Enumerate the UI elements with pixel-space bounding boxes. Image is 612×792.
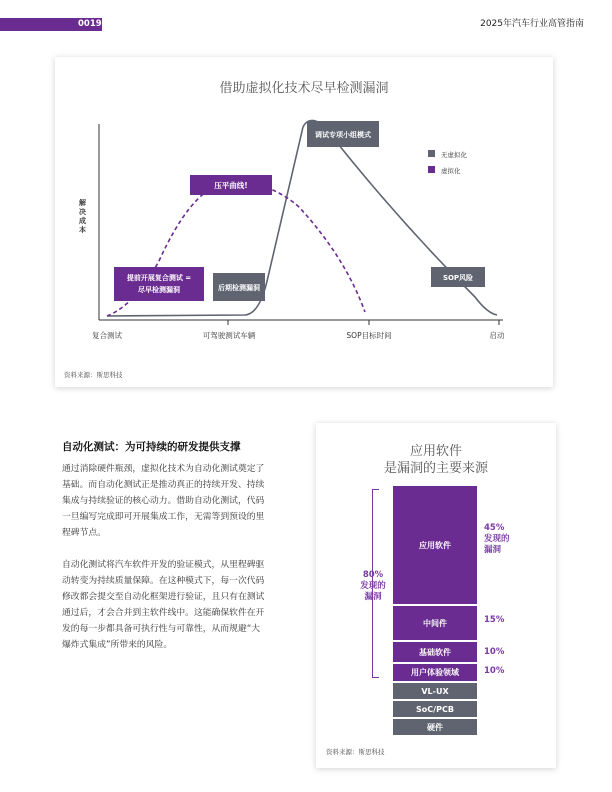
line-chart-card (55, 57, 553, 387)
page-number: 0019 (78, 19, 102, 29)
bar-value-label: 45% 发现的 漏洞 (484, 523, 510, 555)
x-tick-label: 启动 (489, 331, 505, 340)
body-paragraph-2: 自动化测试将汽车软件开发的验证模式，从里程碑驱动转变为持续质量保障。在这种模式下，每一次代码修改都会提交至自动化框架进行验证，且只有在测试通过后，才会合并到主软件线中。这能确保软件在开发的每一步都具备可执行性与可靠性，从而规避“大爆炸式集成”所带来的风险。 (62, 560, 265, 650)
bar-segment: VL-UX (393, 683, 477, 699)
box-flatten-label: 压平曲线! (214, 181, 248, 190)
bar-segment: 硬件 (393, 719, 477, 735)
section-heading: 自动化测试：为可持续的研发提供支撑 (62, 441, 241, 453)
line-chart-ylabel: 解决成本 (79, 199, 86, 234)
bracket-label (356, 570, 390, 603)
box-sop-label: SOP风险 (442, 274, 474, 282)
bracket-label-text: 80% 发现的 漏洞 (360, 570, 386, 602)
bar-value-label: 10% (484, 647, 505, 657)
line-chart-title: 借助虚拟化技术尽早检测漏洞 (219, 81, 389, 96)
document-title: 2025年汽车行业高管指南 (480, 19, 584, 29)
box-early-line2: 尽早检测漏洞 (138, 286, 180, 294)
bar-chart-title-line2: 是漏洞的主要来源 (383, 461, 488, 476)
legend-label-virtualization: 虚拟化 (441, 167, 461, 175)
legend-swatch-no-virtualization (428, 150, 435, 157)
bar-segment: 中间件 (393, 606, 477, 640)
x-tick-label: 可驾驶测试车辆 (202, 331, 256, 340)
bar-value-label: 15% (484, 615, 505, 625)
bar-chart-source: 资料来源：斯思科技 (326, 748, 385, 756)
bar-segment: SoC/PCB (393, 701, 477, 717)
x-tick-label: SOP目标时间 (346, 331, 392, 340)
bar-value-label: 10% (484, 666, 505, 676)
bar-segment: 基础软件 (393, 642, 477, 662)
box-team-label: 调试专项小组模式 (315, 131, 371, 139)
bar-segment: 应用软件 (393, 486, 477, 604)
bar-segment: 用户体验领域 (393, 664, 477, 681)
line-chart-source: 资料来源：斯思科技 (64, 371, 123, 379)
box-early-detection (114, 267, 204, 301)
x-tick-label: 复合测试 (92, 331, 122, 340)
bar-chart-title-line1: 应用软件 (409, 444, 462, 459)
line-chart-svg (55, 57, 553, 387)
legend-swatch-virtualization (428, 166, 435, 173)
box-early-line1: 提前开展复合测试 = (126, 274, 192, 282)
box-late-label: 后期检测漏洞 (218, 284, 260, 292)
bar-chart-card (316, 423, 556, 768)
legend-label-no-virtualization: 无虚拟化 (441, 151, 467, 159)
body-paragraph-1: 通过消除硬件瓶颈，虚拟化技术为自动化测试奠定了基础。而自动化测试正是推动真正的持续开发、持续集成与持续验证的核心动力。借助自动化测试，代码一旦编写完成即可开展集成工作，无需等到预设的里程碑节点。 (62, 464, 265, 538)
